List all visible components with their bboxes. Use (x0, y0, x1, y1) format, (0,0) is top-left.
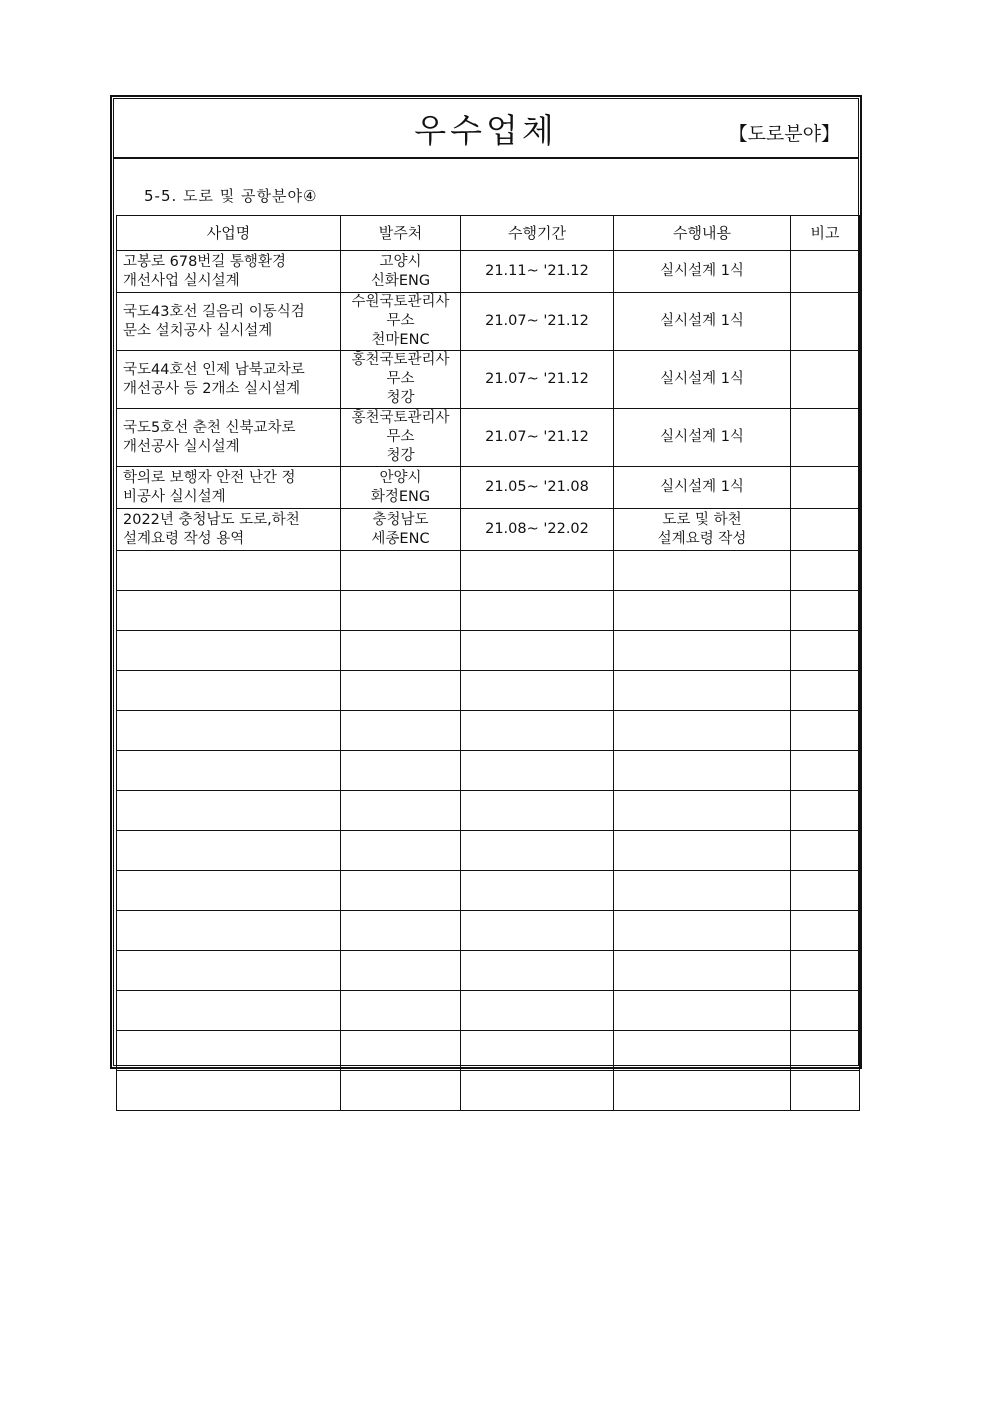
empty-cell (791, 591, 860, 631)
project-name-cell-line: 개선공사 등 2개소 실시설계 (123, 380, 301, 397)
content-cell-line: 실시설계 1식 (660, 371, 744, 387)
client-cell-line: 세종ENC (371, 530, 430, 547)
empty-cell (461, 631, 614, 671)
client-cell-line: 청강 (386, 390, 415, 406)
client-cell-line: 홍천국토관리사무소 (351, 352, 450, 387)
empty-cell (341, 751, 461, 791)
period-cell (461, 409, 614, 467)
empty-cell (461, 1031, 614, 1071)
empty-cell (117, 711, 341, 751)
client-cell-line: 충청남도 (372, 511, 429, 528)
empty-cell (791, 911, 860, 951)
empty-cell (461, 591, 614, 631)
period-cell (461, 351, 614, 409)
project-name-cell-line: 설계요령 작성 용역 (123, 530, 245, 547)
empty-table-row (117, 1071, 860, 1111)
empty-cell (614, 751, 791, 791)
empty-table-row (117, 951, 860, 991)
client-cell-line: 청강 (386, 448, 415, 464)
period-cell-line: 21.08~ '22.02 (485, 521, 589, 537)
note-cell (791, 509, 860, 551)
empty-cell (117, 831, 341, 871)
content-cell (614, 293, 791, 351)
page-header (114, 99, 858, 159)
period-cell-line: 21.07~ '21.12 (485, 371, 589, 387)
empty-cell (461, 831, 614, 871)
period-cell-line: 21.07~ '21.12 (485, 429, 589, 445)
table-row (117, 467, 860, 509)
period-cell-line: 21.11~ '21.12 (485, 263, 589, 279)
empty-cell (341, 831, 461, 871)
empty-cell (117, 951, 341, 991)
table-row (117, 409, 860, 467)
empty-cell (117, 791, 341, 831)
empty-cell (461, 751, 614, 791)
note-cell (791, 293, 860, 351)
empty-cell (461, 791, 614, 831)
project-name-cell-line: 학의로 보행자 안전 난간 정 (123, 469, 296, 486)
empty-cell (117, 911, 341, 951)
empty-cell (461, 911, 614, 951)
empty-cell (614, 831, 791, 871)
project-name-cell-line: 문소 설치공사 실시설계 (123, 322, 273, 339)
empty-cell (461, 671, 614, 711)
empty-cell (461, 551, 614, 591)
empty-table-row (117, 871, 860, 911)
client-cell-line: 천마ENC (371, 332, 430, 348)
column-header-project-name: 사업명 (117, 216, 341, 251)
empty-cell (341, 791, 461, 831)
empty-cell (791, 1031, 860, 1071)
empty-table-row (117, 911, 860, 951)
empty-cell (791, 951, 860, 991)
empty-table-row (117, 711, 860, 751)
project-name-cell (117, 351, 341, 409)
empty-cell (341, 1031, 461, 1071)
project-name-cell (117, 293, 341, 351)
page-title: 우수업체 (414, 111, 558, 150)
empty-cell (341, 551, 461, 591)
empty-cell (791, 871, 860, 911)
client-cell (341, 509, 461, 551)
empty-cell (461, 1071, 614, 1111)
empty-cell (341, 631, 461, 671)
empty-cell (614, 991, 791, 1031)
empty-cell (117, 671, 341, 711)
empty-cell (614, 671, 791, 711)
project-name-cell-line: 고봉로 678번길 통행환경 (123, 253, 286, 270)
project-name-cell-line: 2022년 충청남도 도로,하천 (123, 511, 300, 528)
empty-cell (117, 591, 341, 631)
empty-table-row (117, 831, 860, 871)
project-name-cell-line: 개선사업 실시설계 (123, 272, 240, 289)
project-name-cell-line: 국도43호선 길음리 이동식검 (123, 303, 305, 320)
note-cell (791, 351, 860, 409)
note-cell (791, 409, 860, 467)
table-row (117, 293, 860, 351)
empty-cell (461, 871, 614, 911)
empty-cell (791, 831, 860, 871)
empty-cell (117, 1071, 341, 1111)
column-header-period: 수행기간 (461, 216, 614, 251)
empty-cell (614, 871, 791, 911)
project-name-cell (117, 509, 341, 551)
table-row (117, 251, 860, 293)
empty-cell (791, 991, 860, 1031)
empty-cell (791, 711, 860, 751)
empty-cell (791, 751, 860, 791)
empty-cell (614, 1071, 791, 1111)
client-cell-line: 화정ENG (370, 488, 431, 505)
content-cell-line: 설계요령 작성 (657, 530, 747, 547)
client-cell-line: 홍천국토관리사무소 (351, 410, 450, 445)
note-cell (791, 251, 860, 293)
empty-cell (614, 711, 791, 751)
empty-cell (614, 911, 791, 951)
empty-cell (791, 1071, 860, 1111)
section-title: 5-5. 도로 및 공항분야④ (144, 187, 318, 205)
empty-cell (341, 591, 461, 631)
empty-table-row (117, 991, 860, 1031)
client-cell (341, 293, 461, 351)
empty-cell (341, 671, 461, 711)
content-cell (614, 351, 791, 409)
empty-cell (341, 711, 461, 751)
column-header-note: 비고 (791, 216, 860, 251)
empty-cell (341, 911, 461, 951)
empty-cell (614, 591, 791, 631)
empty-cell (791, 791, 860, 831)
content-cell (614, 409, 791, 467)
empty-cell (117, 551, 341, 591)
client-cell (341, 409, 461, 467)
table-row (117, 351, 860, 409)
empty-cell (461, 951, 614, 991)
empty-table-row (117, 791, 860, 831)
empty-cell (341, 871, 461, 911)
project-name-cell (117, 409, 341, 467)
client-cell-line: 안양시 (379, 469, 422, 486)
empty-cell (117, 1031, 341, 1071)
client-cell (341, 351, 461, 409)
empty-cell (461, 711, 614, 751)
empty-cell (341, 991, 461, 1031)
content-cell-line: 실시설계 1식 (660, 429, 744, 445)
empty-cell (117, 631, 341, 671)
client-cell-line: 신화ENG (370, 272, 431, 289)
column-header-client: 발주처 (341, 216, 461, 251)
empty-table-row (117, 671, 860, 711)
empty-cell (117, 751, 341, 791)
empty-cell (614, 1031, 791, 1071)
table-row (117, 509, 860, 551)
empty-cell (791, 631, 860, 671)
empty-cell (614, 951, 791, 991)
empty-cell (791, 671, 860, 711)
empty-cell (117, 871, 341, 911)
empty-table-row (117, 631, 860, 671)
empty-cell (341, 1071, 461, 1111)
content-cell (614, 467, 791, 509)
period-cell-line: 21.07~ '21.12 (485, 313, 589, 329)
content-cell-line: 실시설계 1식 (660, 313, 744, 329)
table-body (117, 251, 860, 1111)
client-cell (341, 467, 461, 509)
period-cell (461, 293, 614, 351)
client-cell (341, 251, 461, 293)
note-cell (791, 467, 860, 509)
category-label: 【도로분야】 (728, 123, 840, 145)
empty-cell (117, 991, 341, 1031)
content-cell-line: 실시설계 1식 (660, 479, 744, 495)
empty-cell (614, 791, 791, 831)
project-table (116, 215, 860, 1111)
project-name-cell-line: 비공사 실시설계 (123, 488, 226, 505)
empty-table-row (117, 1031, 860, 1071)
empty-cell (614, 631, 791, 671)
period-cell (461, 509, 614, 551)
project-name-cell-line: 개선공사 실시설계 (123, 438, 240, 455)
project-name-cell (117, 467, 341, 509)
content-cell-line: 도로 및 하천 (662, 511, 742, 528)
content-cell (614, 509, 791, 551)
period-cell-line: 21.05~ '21.08 (485, 479, 589, 495)
empty-table-row (117, 751, 860, 791)
empty-cell (341, 951, 461, 991)
empty-cell (614, 551, 791, 591)
project-name-cell-line: 국도44호선 인제 남북교차로 (123, 361, 305, 378)
period-cell (461, 467, 614, 509)
period-cell (461, 251, 614, 293)
empty-cell (461, 991, 614, 1031)
project-name-cell (117, 251, 341, 293)
table-header-row (117, 216, 860, 251)
client-cell-line: 고양시 (379, 253, 422, 270)
empty-table-row (117, 591, 860, 631)
client-cell-line: 수원국토관리사무소 (351, 294, 450, 329)
empty-cell (791, 551, 860, 591)
content-cell-line: 실시설계 1식 (660, 263, 744, 279)
content-cell (614, 251, 791, 293)
project-name-cell-line: 국도5호선 춘천 신북교차로 (123, 419, 296, 436)
empty-table-row (117, 551, 860, 591)
column-header-content: 수행내용 (614, 216, 791, 251)
